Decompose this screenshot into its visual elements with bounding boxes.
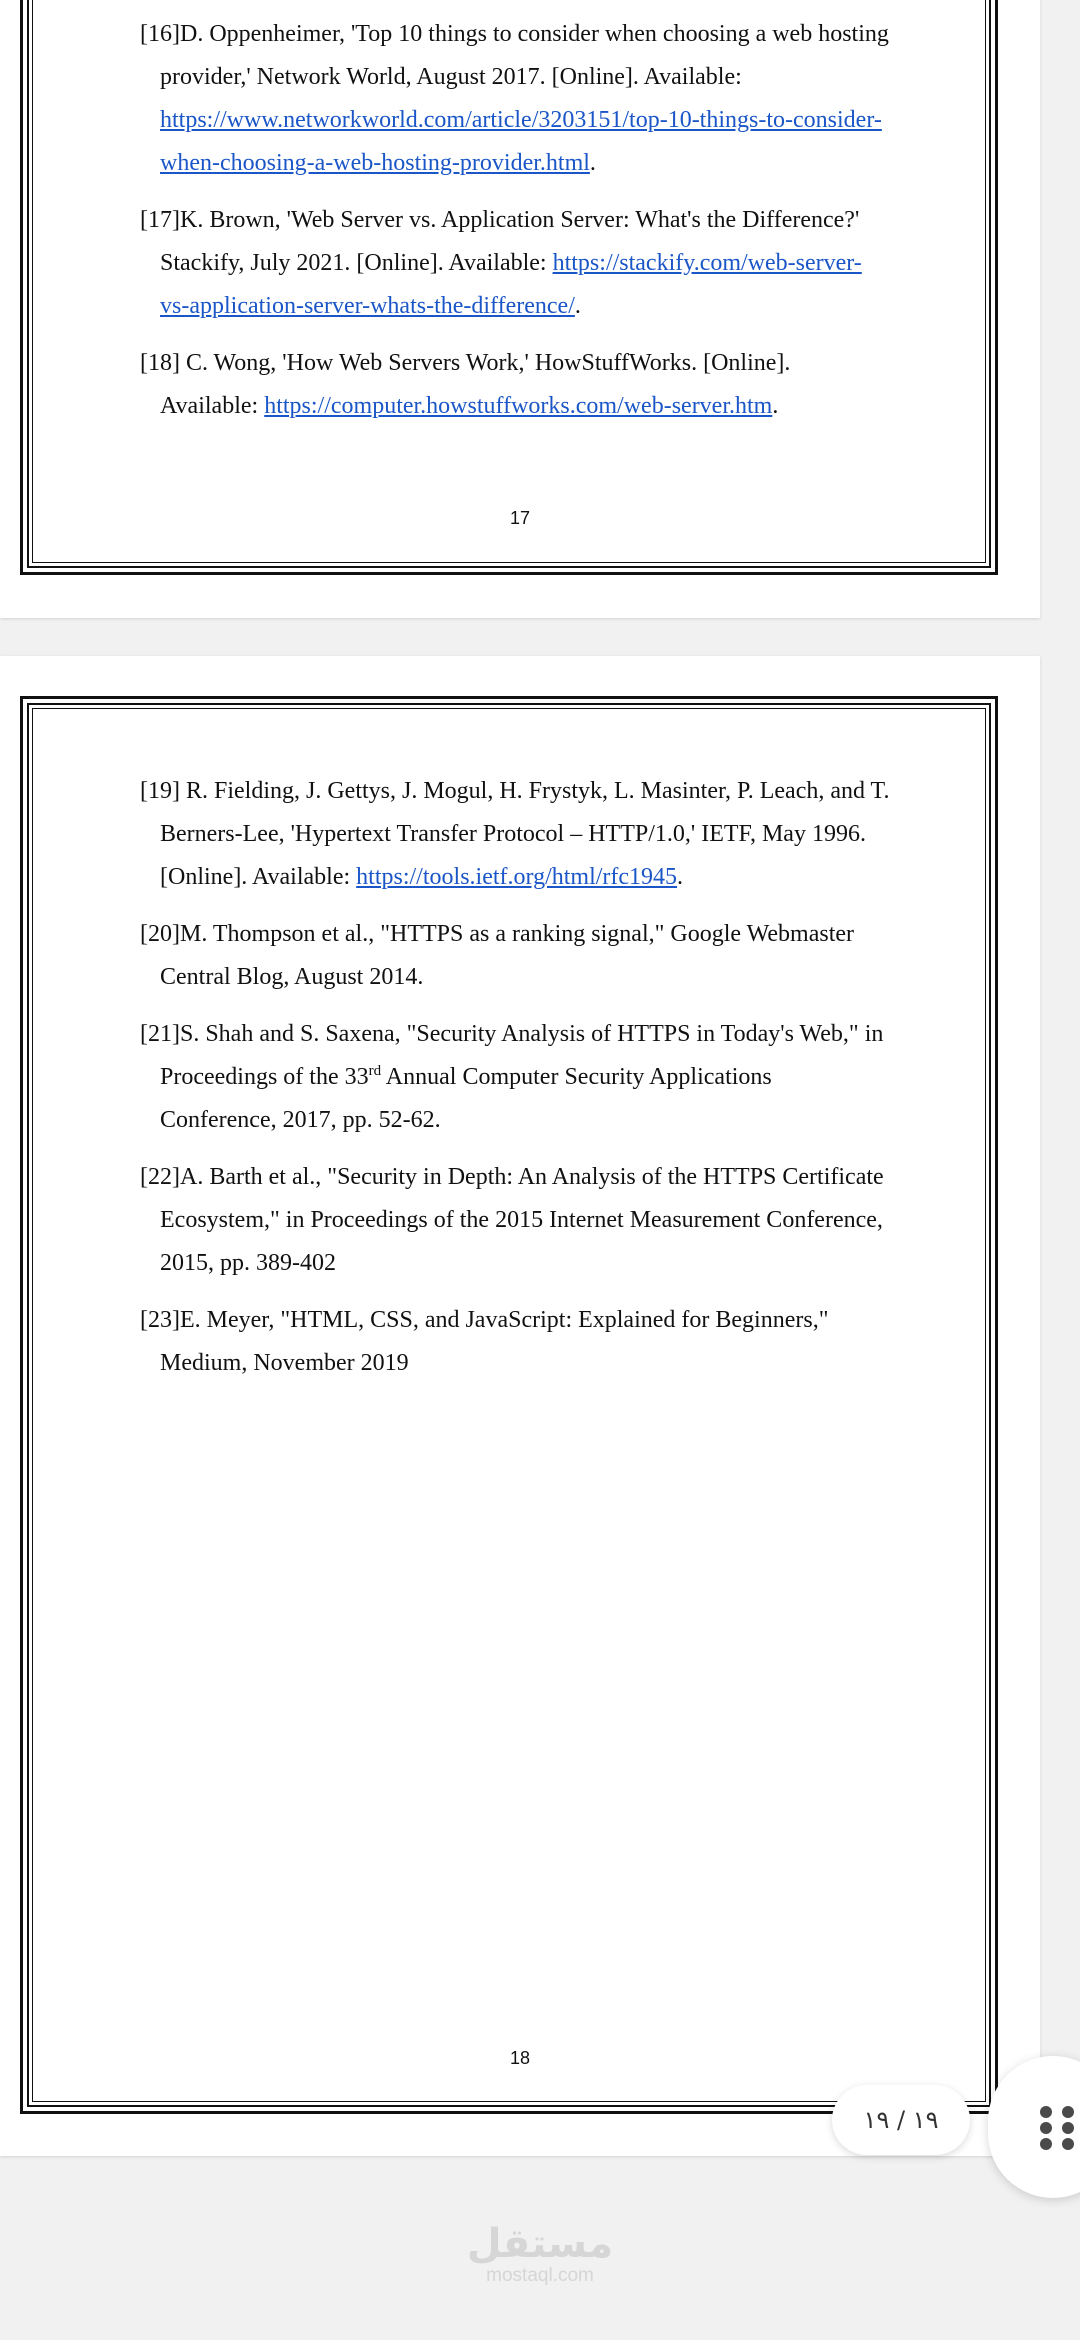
reference-17: [17]K. Brown, 'Web Server vs. Application Server: What's the Difference?' Stackify, July 2021. [Online]. Available: https://stackify.com/web-server-vs-application-server-whats-the-difference/. bbox=[140, 207, 862, 319]
reference-link[interactable]: https://stackify.com/web-server-vs-application-server-whats-the-difference/ bbox=[160, 250, 862, 319]
reference-16: [16]D. Oppenheimer, 'Top 10 things to consider when choosing a web hosting provider,' Network World, August 2017. [Online]. Available: https://www.networkworld.com/article/3203151/top-10-things-to-consider-when-choosing-a-web-hosting-provider.html. bbox=[140, 21, 889, 176]
page-18 bbox=[0, 656, 1040, 2156]
reference-22: [22]A. Barth et al., "Security in Depth: An Analysis of the HTTPS Certificate Ecosystem," in Proceedings of the 2015 Internet Measurement Conference, 2015, pp. 389-402 bbox=[140, 1164, 884, 1276]
grid-dots-icon bbox=[1040, 2106, 1076, 2150]
reference-list bbox=[120, 770, 890, 1399]
reference-list bbox=[120, 13, 890, 442]
watermark-text: mostaql.com bbox=[486, 2265, 594, 2286]
reference-link[interactable]: https://tools.ietf.org/html/rfc1945 bbox=[356, 864, 678, 890]
reference-link[interactable]: https://computer.howstuffworks.com/web-server.htm bbox=[264, 393, 773, 419]
reference-21: [21]S. Shah and S. Saxena, "Security Analysis of HTTPS in Today's Web," in Proceedings of the 33rd Annual Computer Security Applications Conference, 2017, pp. 52-62. bbox=[140, 1021, 884, 1133]
superscript: rd bbox=[368, 1063, 382, 1079]
reference-link[interactable]: https://www.networkworld.com/article/3203151/top-10-things-to-consider-when-choosing-a-web-hosting-provider.html bbox=[160, 107, 882, 176]
reference-23: [23]E. Meyer, "HTML, CSS, and JavaScript: Explained for Beginners," Medium, November 2019 bbox=[140, 1307, 829, 1376]
watermark-logo: مستقل bbox=[466, 2221, 614, 2267]
page-indicator-label: ١٩ / ١٩ bbox=[863, 2106, 939, 2134]
reference-20: [20]M. Thompson et al., "HTTPS as a ranking signal," Google Webmaster Central Blog, August 2014. bbox=[140, 921, 854, 990]
reference-18: [18] C. Wong, 'How Web Servers Work,' HowStuffWorks. [Online]. Available: https://computer.howstuffworks.com/web-server.htm. bbox=[140, 350, 791, 419]
watermark bbox=[0, 2222, 1080, 2286]
page-17 bbox=[0, 0, 1040, 618]
page-number: 17 bbox=[509, 508, 531, 528]
page-indicator[interactable] bbox=[832, 2085, 970, 2155]
reference-19: [19] R. Fielding, J. Gettys, J. Mogul, H. Frystyk, L. Masinter, P. Leach, and T. Berners-Lee, 'Hypertext Transfer Protocol – HTTP/1.0,' IETF, May 1996. [Online]. Available: https://tools.ietf.org/html/rfc1945. bbox=[140, 778, 890, 890]
page-number: 18 bbox=[509, 2048, 531, 2068]
